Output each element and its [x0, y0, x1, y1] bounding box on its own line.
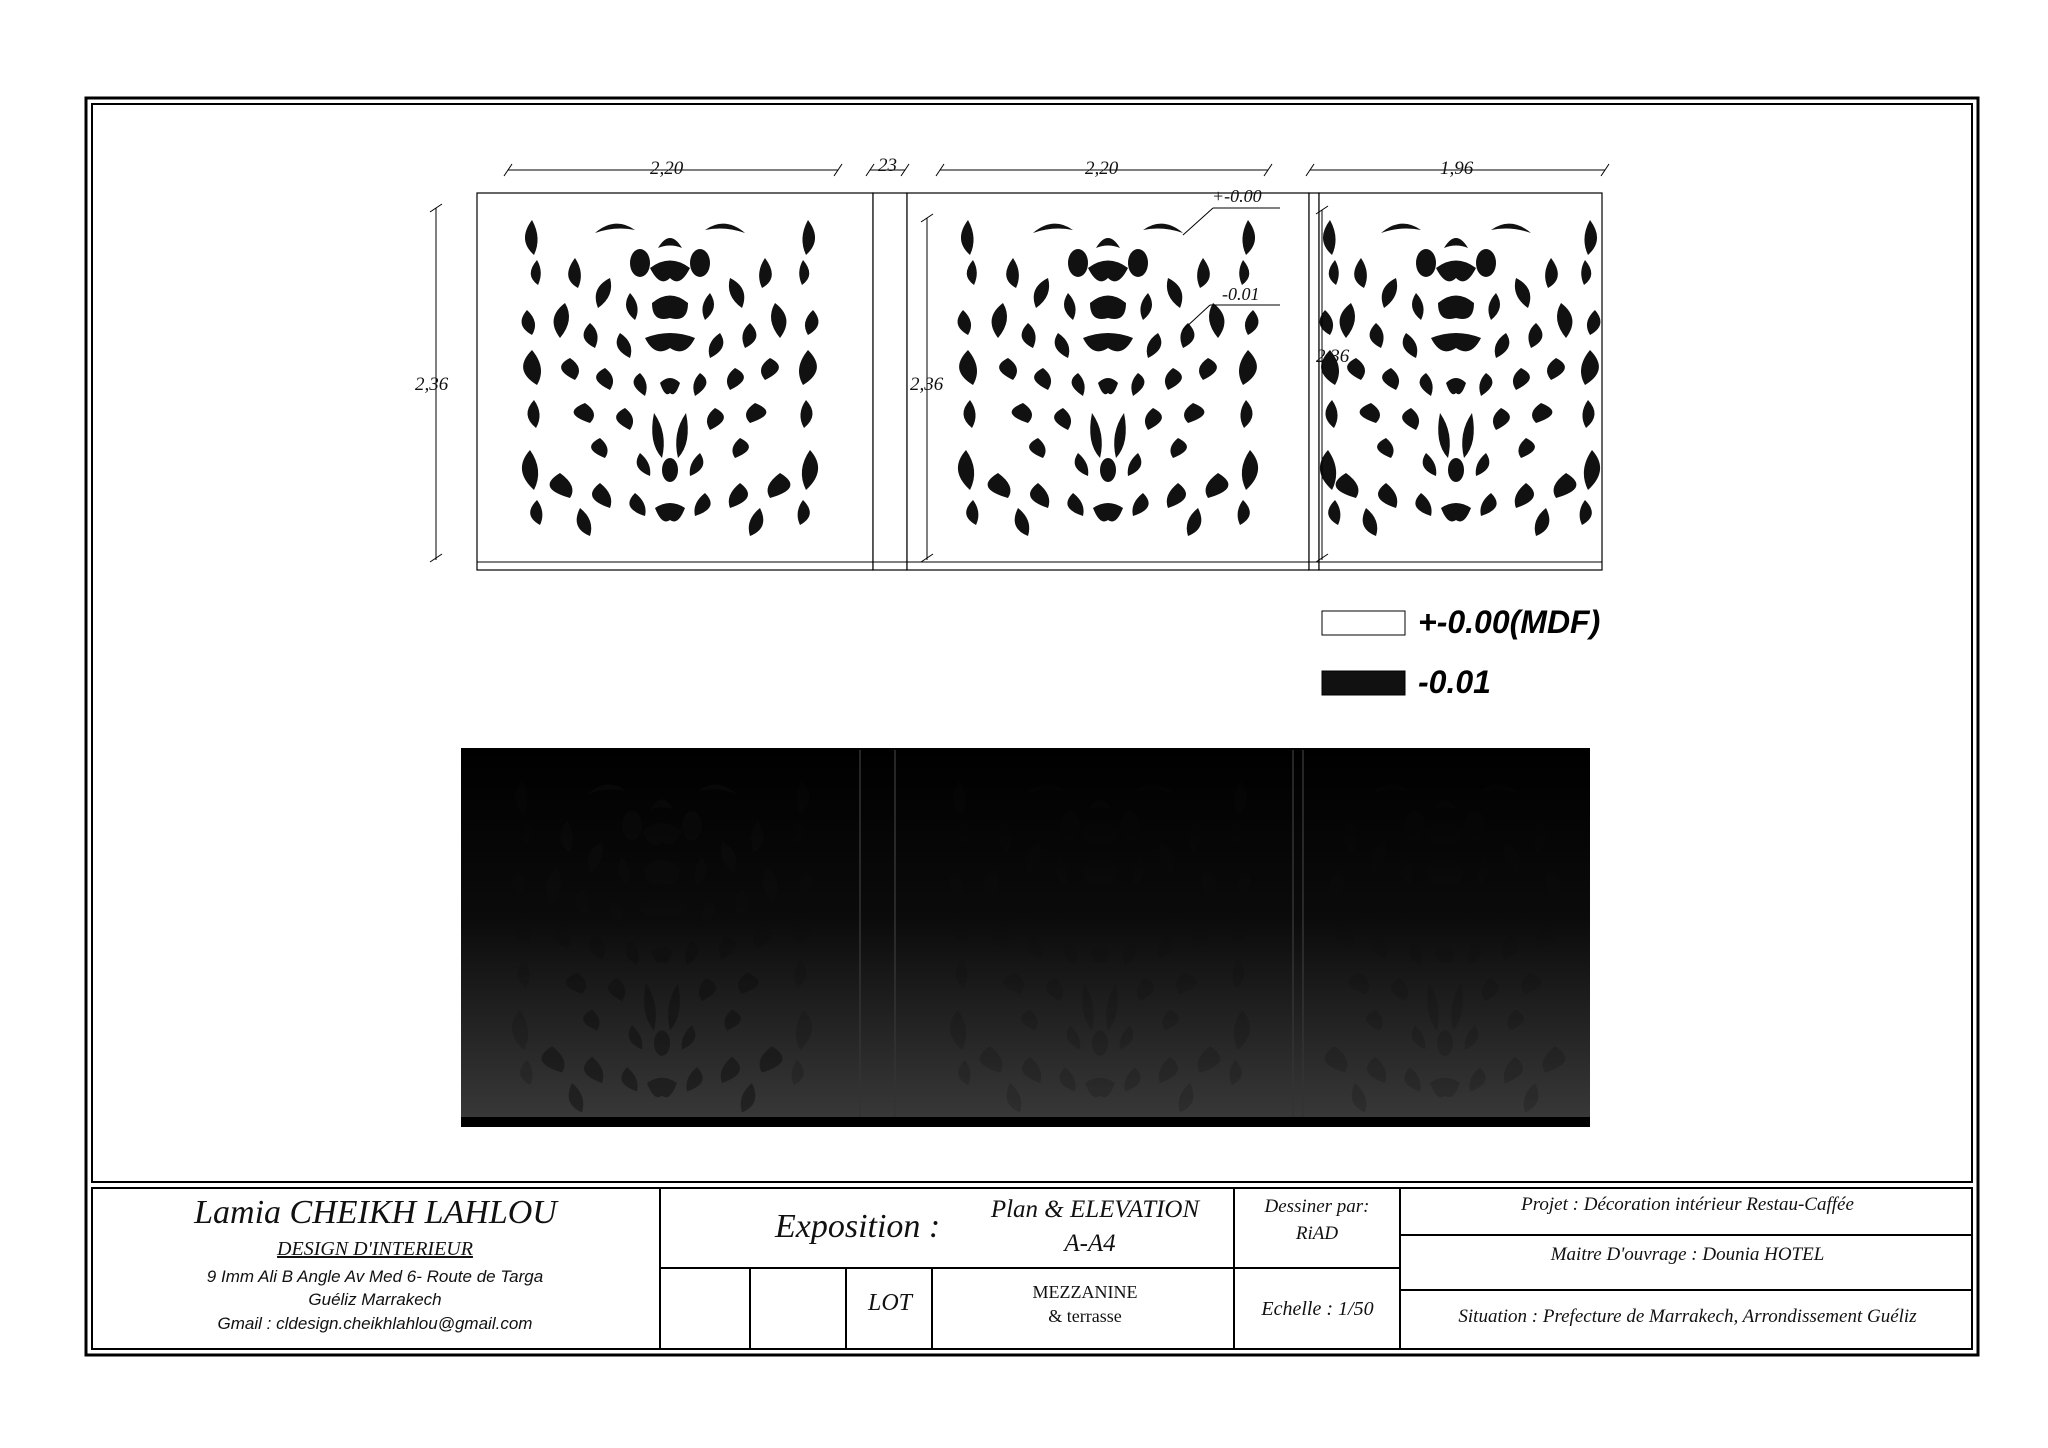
owner: Maitre D'ouvrage : Dounia HOTEL [1550, 1244, 1825, 1265]
dim-height-left: 2,36 [415, 374, 449, 395]
project: Projet : Décoration intérieur Restau-Caffée [1521, 1194, 1854, 1215]
plan-title: Plan & ELEVATION [990, 1196, 1200, 1223]
legend-swatch-cut [1322, 671, 1405, 695]
panel-3 [1309, 193, 1319, 570]
designer-email: Gmail : cldesign.cheikhlahlou@gmail.com [217, 1314, 533, 1333]
dim-height-mid: 2,36 [910, 374, 944, 395]
lot-value-2: & terrasse [1048, 1306, 1122, 1326]
designer-role: DESIGN D'INTERIEUR [277, 1238, 473, 1260]
designer-address-1: 9 Imm Ali B Angle Av Med 6- Route de Targa [206, 1267, 544, 1286]
scale: Echelle : 1/50 [1261, 1298, 1374, 1320]
plan-code: A-A4 [1064, 1230, 1116, 1257]
lot-value-1: MEZZANINE [1032, 1282, 1138, 1302]
drawn-by: RiAD [1295, 1223, 1339, 1244]
lot-label: LOT [867, 1290, 913, 1316]
panel-gap [873, 193, 907, 570]
location: Situation : Prefecture de Marrakech, Arrondissement Guéliz [1458, 1306, 1917, 1327]
legend-swatch-mdf [1322, 611, 1405, 635]
dim-panel1-width: 2,20 [650, 158, 684, 179]
exposition-label: Exposition : [775, 1208, 941, 1245]
level-cut: -0.01 [1222, 284, 1260, 304]
designer-name: Lamia CHEIKH LAHLOU [194, 1194, 557, 1231]
dim-panel2-width: 2,20 [1085, 158, 1119, 179]
rendered-elevation [461, 748, 1590, 1127]
dim-gap-width: 23 [878, 155, 897, 176]
dim-height-right: 2,36 [1316, 346, 1350, 367]
legend-label-mdf: +-0.00(MDF) [1418, 604, 1601, 640]
drawn-by-label: Dessiner par: [1264, 1196, 1370, 1217]
designer-address-2: Guéliz Marrakech [308, 1290, 442, 1309]
level-top: +-0.00 [1212, 186, 1262, 206]
legend-label-cut: -0.01 [1418, 664, 1491, 700]
dim-panel3-width: 1,96 [1440, 158, 1474, 179]
